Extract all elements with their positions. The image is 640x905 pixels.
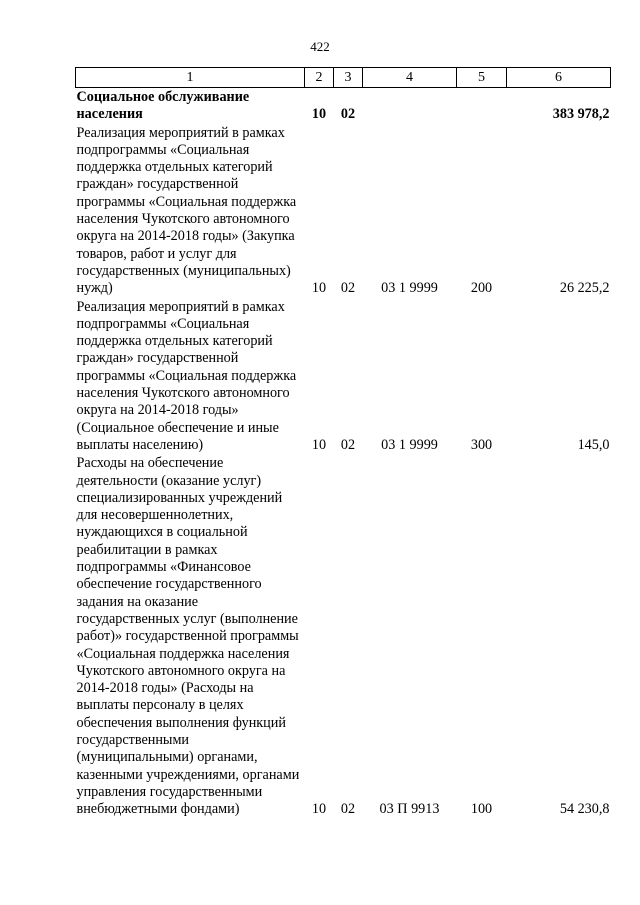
row-target-article (363, 88, 457, 124)
header-col-subsection: 3 (334, 68, 363, 88)
row-target-article: 03 1 9999 (381, 280, 438, 297)
row-section: 10 (311, 436, 327, 453)
row-expense-type: 100 (470, 801, 493, 818)
row-subsection: 02 (340, 801, 356, 818)
row-amount: 145,0 (577, 436, 610, 453)
table-row (76, 88, 611, 124)
row-section: 10 (311, 801, 327, 818)
table-row (76, 124, 611, 298)
row-section: 10 (311, 106, 327, 123)
table-header (76, 68, 611, 88)
row-expense-type (457, 88, 507, 124)
row-name: Социальное обслуживание населения (76, 89, 250, 123)
table-row (76, 298, 611, 455)
row-amount: 54 230,8 (559, 801, 610, 818)
row-target-article: 03 П 9913 (379, 801, 440, 818)
page-number: 422 (310, 39, 330, 54)
row-expense-type: 200 (470, 280, 493, 297)
row-subsection: 02 (340, 106, 356, 123)
header-col-amount: 6 (507, 68, 611, 88)
row-name: Расходы на обеспечение деятельности (оказание услуг) специализированных учреждений для несовершеннолетних, нуждающихся в социальной реабилитации в рамках подпрограммы «Финансовое обеспечение государственного задания на оказание государственных услуг (выполнение работ)» государственной программы «Социальная поддержка населения Чукотского автономного округа на 2014-2018 годы» (Расходы на выплаты персоналу в целях обеспечения выполнения функций государственными (муниципальными) органами, казенными учреждениями, органами управления государственными внебюджетными фондами) (76, 455, 300, 818)
row-amount: 383 978,2 (552, 106, 610, 123)
table-row (76, 454, 611, 818)
row-subsection: 02 (340, 280, 356, 297)
row-expense-type: 300 (470, 436, 493, 453)
header-col-expense-type: 5 (457, 68, 507, 88)
table-body (76, 88, 611, 819)
row-target-article: 03 1 9999 (381, 436, 438, 453)
header-row (76, 68, 611, 88)
header-col-section: 2 (305, 68, 334, 88)
row-section: 10 (311, 280, 327, 297)
row-subsection: 02 (340, 436, 356, 453)
budget-table (75, 67, 611, 818)
header-col-target-article: 4 (363, 68, 457, 88)
header-col-name: 1 (76, 68, 305, 88)
row-name: Реализация мероприятий в рамках подпрограммы «Социальная поддержка отдельных категорий граждан» государственной программы «Социальная поддержка населения Чукотского автономного округа на 2014-2018 годы» (Закупка товаров, работ и услуг для государственных (муниципальных) нужд) (76, 124, 297, 297)
row-name: Реализация мероприятий в рамках подпрограммы «Социальная поддержка отдельных категорий граждан» государственной программы «Социальная поддержка населения Чукотского автономного округа на 2014-2018 годы» (Социальное обеспечение и иные выплаты населению) (76, 298, 297, 453)
row-amount: 26 225,2 (559, 280, 610, 297)
